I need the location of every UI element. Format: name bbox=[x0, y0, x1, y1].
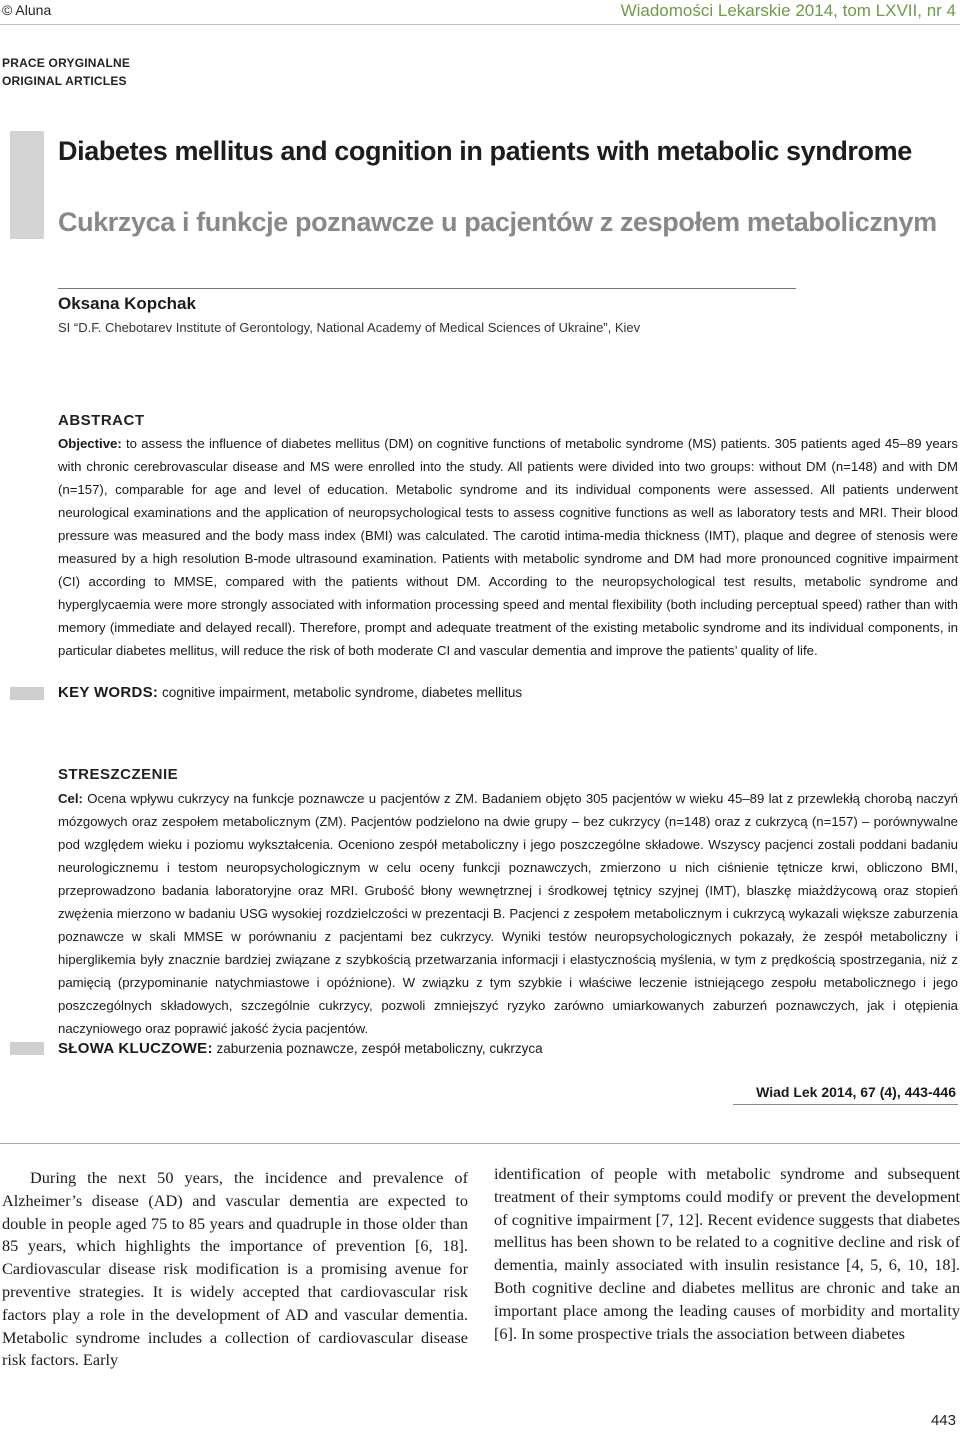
article-title-en: Diabetes mellitus and cognition in patients with metabolic syndrome bbox=[58, 136, 912, 166]
slowa-kluczowe bbox=[58, 1040, 543, 1057]
copyright-notice: © Aluna bbox=[2, 2, 52, 18]
keywords-label: KEY WORDS: bbox=[58, 684, 159, 701]
citation: Wiad Lek 2014, 67 (4), 443-446 bbox=[756, 1084, 956, 1100]
citation-divider bbox=[733, 1104, 958, 1105]
slowa-accent-block bbox=[10, 1042, 44, 1055]
slowa-text: zaburzenia poznawcze, zespół metaboliczny, cukrzyca bbox=[212, 1041, 543, 1056]
body-divider bbox=[0, 1143, 960, 1144]
section-label-en: ORIGINAL ARTICLES bbox=[2, 74, 127, 88]
title-accent-block bbox=[10, 131, 44, 239]
journal-header: Wiadomości Lekarskie 2014, tom LXVII, nr 4 bbox=[620, 1, 956, 20]
body-column-right: identification of people with metabolic syndrome and subsequent treatment of their symptoms could modify or prevent the development of cognitive impairment [7, 12]. Recent evidence suggests that diabetes mellitus has been shown to be related to a cognitive decline and risk of dementia, mainly associated with insulin resistance [4, 5, 6, 10, 18]. Both cognitive decline and diabetes mellitus are chronic and take an important place among the leading causes of morbidity and mortality [6]. In some prospective trials the association between diabetes bbox=[494, 1164, 960, 1343]
streszczenie-heading: STRESZCZENIE bbox=[58, 766, 179, 783]
abstract-body: to assess the influence of diabetes mellitus (DM) on cognitive functions of metabolic syndrome (MS) patients. 305 patients aged 45–89 years with chronic cerebrovascular disease and MS were enrolled into the study. All patients were divided into two groups: without DM (n=148) and with DM (n=157), comparable for age and level of education. Metabolic syndrome and its individual components were assessed. All patients underwent neurological examinations and the application of neuropsychological tests to assess cognitive functions as well as laboratory tests and MRI. Their blood pressure was measured and the body mass index (BMI) was calculated. The carotid intima-media thickness (IMT), plaque and degree of stenosis were measured by a high resolution B-mode ultrasound examination. Patients with metabolic syndrome and DM had more pronounced cognitive impairment (CI) according to MMSE, compared with the patients without DM. According to the neuropsychological test results, metabolic syndrome and hyperglycaemia were more strongly associated with information processing speed and mental flexibility (both including perceptual speed) rather than with memory (immediate and delayed recall). Therefore, prompt and adequate treatment of the existing metabolic syndrome and its individual components, in particular diabetes mellitus, will reduce the risk of both moderate CI and vascular dementia and improve the patients’ quality of life. bbox=[58, 436, 958, 658]
header-divider bbox=[0, 24, 960, 25]
abstract-text bbox=[58, 432, 958, 662]
page-number: 443 bbox=[930, 1412, 956, 1429]
abstract-lead: Objective: bbox=[58, 436, 122, 451]
streszczenie-text bbox=[58, 787, 958, 1040]
author-name: Oksana Kopchak bbox=[58, 294, 196, 313]
author-affiliation: SI “D.F. Chebotarev Institute of Gerontology, National Academy of Medical Sciences of Ukraine”, Kiev bbox=[58, 320, 641, 335]
body-column-left: During the next 50 years, the incidence and prevalence of Alzheimer’s disease (AD) and vascular dementia are expected to double in people aged 75 to 85 years and quadruple in those older than 85 years, which highlights the importance of prevention [6, 18]. Cardiovascular disease risk modification is a promising avenue for preventive strategies. It is widely accepted that cardiovascular risk factors play a role in the development of AD and vascular dementia. Metabolic syndrome includes a collection of cardiovascular disease risk factors. Early bbox=[2, 1168, 468, 1370]
article-title-pl: Cukrzyca i funkcje poznawcze u pacjentów z zespołem metabolicznym bbox=[58, 207, 937, 237]
slowa-label: SŁOWA KLUCZOWE: bbox=[58, 1040, 213, 1057]
keywords bbox=[58, 684, 522, 701]
streszczenie-lead: Cel: bbox=[58, 791, 83, 806]
keywords-text: cognitive impairment, metabolic syndrome, diabetes mellitus bbox=[158, 685, 523, 700]
abstract-heading: ABSTRACT bbox=[58, 412, 145, 429]
keywords-accent-block bbox=[10, 687, 44, 700]
author-divider bbox=[58, 288, 796, 289]
streszczenie-body: Ocena wpływu cukrzycy na funkcje poznawcze u pacjentów z ZM. Badaniem objęto 305 pacjentów w wieku 45–89 lat z przewlekłą chorobą naczyń mózgowych oraz zespołem metabolicznym (ZM). Pacjentów podzielono na dwie grupy – bez cukrzycy (n=148) oraz z cukrzycą (n=157) – porównywalne pod względem wieku i poziomu wykształcenia. Oceniono zespół metaboliczny i jego poszczególne składowe. Wszyscy pacjenci zostali poddani badaniu neurologicznemu i testom neuropsychologicznym w celu oceny funkcji poznawczych, zmierzono u nich ciśnienie tętnicze krwi, obliczono BMI, przeprowadzono badania laboratoryjne oraz MRI. Grubość błony wewnętrznej i środkowej tętnicy szyjnej (IMT), blaszkę miażdżycową oraz stopień zwężenia mierzono w badaniu USG wysokiej rozdzielczości w prezentacji B. Pacjenci z zespołem metabolicznym i cukrzycą wykazali większe zaburzenia poznawcze w skali MMSE w porównaniu z pacjentami bez cukrzycy. Wyniki testów neuropsychologicznych pokazały, że zespół metaboliczny i hiperglikemia były znacznie bardziej związane z szybkością przetwarzania informacji i elastycznością myślenia, w tym z prędkością spostrzegania, niż z pamięcią (przypominanie natychmiastowe i opóźnione). W związku z tym szybkie i właściwe leczenie istniejącego zespołu metabolicznego i jego poszczególnych składowych, szczególnie cukrzycy, pozwoli zmniejszyć ryzyko zarówno umiarkowanych zaburzeń poznawczych, jak i otępienia naczyniowego oraz poprawić jakość życia pacjentów. bbox=[58, 791, 958, 1036]
section-label-pl: PRACE ORYGINALNE bbox=[2, 56, 131, 70]
